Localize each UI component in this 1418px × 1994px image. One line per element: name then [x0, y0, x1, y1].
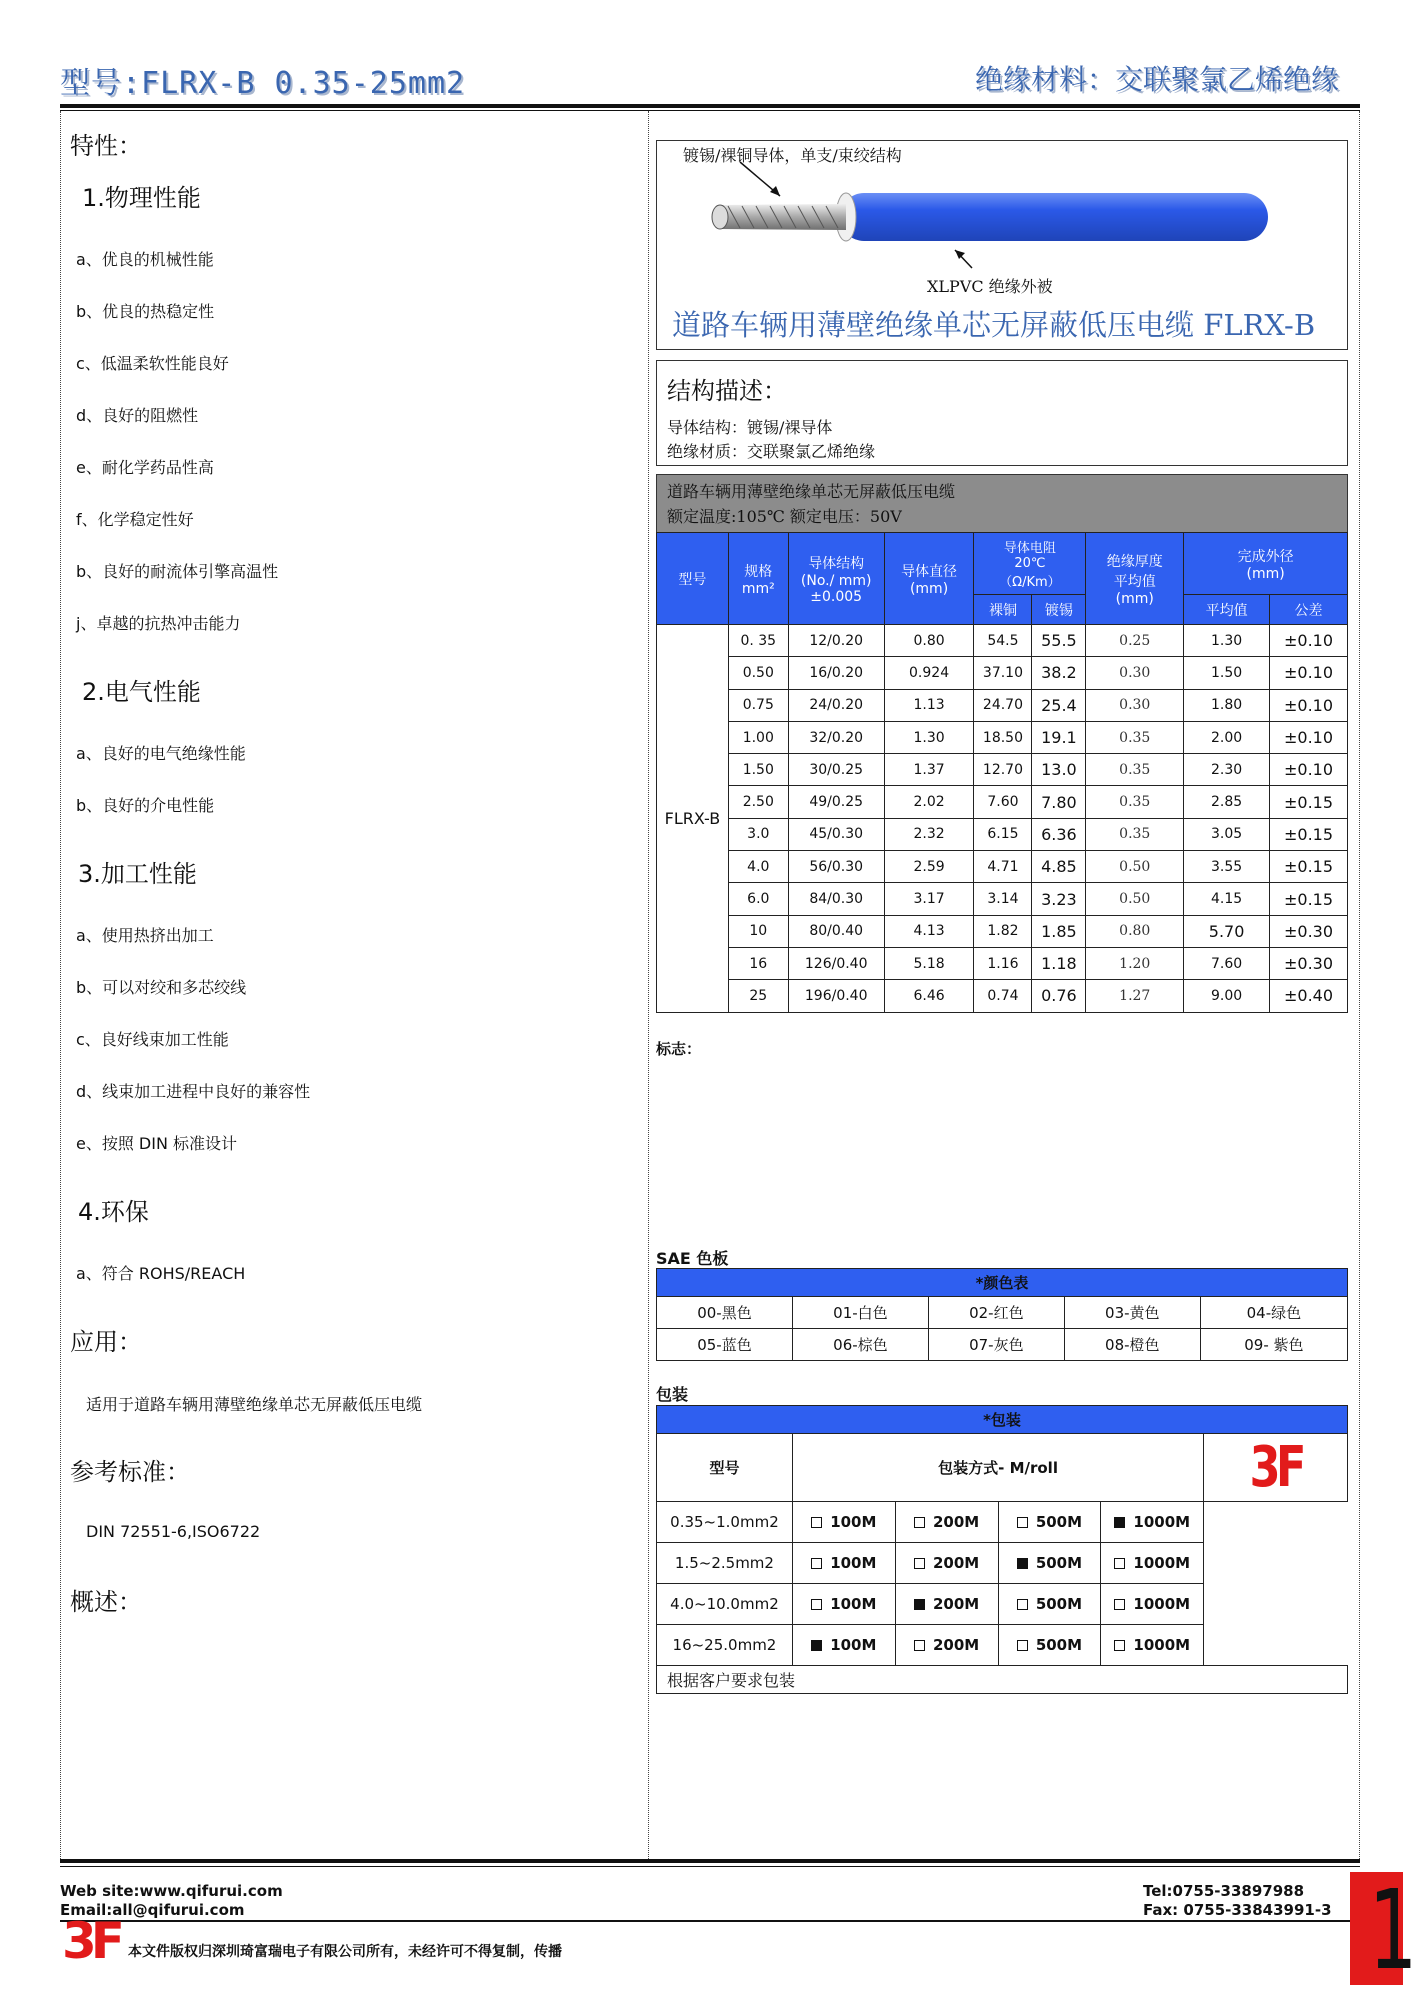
table-cell: 0. 35	[728, 625, 788, 657]
table-cell: 1.85	[1032, 915, 1086, 947]
table-cell: 2.85	[1184, 786, 1270, 818]
table-cell: ±0.15	[1270, 818, 1348, 850]
table-cell: 19.1	[1032, 721, 1086, 753]
list-item: d、线束加工进程中良好的兼容性	[76, 1082, 311, 1101]
table-cell: 45/0.30	[788, 818, 884, 850]
structure-title: 结构描述：	[667, 377, 787, 405]
table-cell: 1.80	[1184, 689, 1270, 721]
table-cell: 0.80	[1086, 915, 1184, 947]
color-cell: 02-红色	[928, 1297, 1064, 1329]
table-cell: 126/0.40	[788, 947, 884, 979]
table-cell: ±0.10	[1270, 625, 1348, 657]
packaging-option-label: 200M	[933, 1636, 980, 1654]
table-cell: 13.0	[1032, 754, 1086, 786]
table-cell: 0.50	[1086, 883, 1184, 915]
col-model: 型号	[657, 533, 729, 625]
table-cell: 1.16	[974, 947, 1032, 979]
structure-insulation: 绝缘材质：交联聚氯乙烯绝缘	[667, 442, 876, 461]
packaging-option-label: 1000M	[1133, 1513, 1191, 1531]
list-item: e、耐化学药品性高	[76, 458, 214, 477]
insulation-label: XLPVC 绝缘外被	[927, 277, 1053, 296]
table-row	[657, 980, 1348, 1012]
spec-band-line1: 道路车辆用薄壁绝缘单芯无屏蔽低压电缆	[667, 482, 956, 501]
col-tol: 公差	[1270, 595, 1348, 625]
table-cell: 0.80	[884, 625, 974, 657]
list-item: b、良好的介电性能	[76, 796, 215, 815]
table-cell: 3.0	[728, 818, 788, 850]
table-row	[657, 851, 1348, 883]
table-cell: 2.02	[884, 786, 974, 818]
list-item: a、使用热挤出加工	[76, 926, 214, 945]
table-cell: 9.00	[1184, 980, 1270, 1012]
table-cell: ±0.15	[1270, 883, 1348, 915]
table-row	[657, 1543, 1348, 1584]
table-cell: 0.35	[1086, 754, 1184, 786]
checked-box-icon	[811, 1640, 822, 1651]
checked-box-icon	[1114, 1517, 1125, 1528]
table-cell: 2.00	[1184, 721, 1270, 753]
packaging-option	[1101, 1625, 1204, 1666]
table-cell: 55.5	[1032, 625, 1086, 657]
table-cell: 16/0.20	[788, 657, 884, 689]
table-cell: 1.00	[728, 721, 788, 753]
spec-band	[656, 474, 1348, 534]
table-cell: 2.59	[884, 851, 974, 883]
unchecked-box-icon	[811, 1517, 822, 1528]
table-cell: ±0.15	[1270, 851, 1348, 883]
color-cell: 05-蓝色	[657, 1329, 793, 1361]
col-od: 完成外径 (mm)	[1184, 533, 1348, 595]
table-cell: 3.23	[1032, 883, 1086, 915]
table-cell: 1.30	[884, 721, 974, 753]
table-cell: 0.74	[974, 980, 1032, 1012]
table-cell: ±0.40	[1270, 980, 1348, 1012]
packaging-title: 包装	[656, 1385, 689, 1404]
table-cell: 30/0.25	[788, 754, 884, 786]
color-cell: 04-绿色	[1200, 1297, 1347, 1329]
packaging-logo-cell	[1204, 1434, 1348, 1502]
packaging-model: 0.35~1.0mm2	[657, 1502, 793, 1543]
packaging-option	[1101, 1502, 1204, 1543]
list-item: c、良好线束加工性能	[76, 1030, 229, 1049]
color-cell: 06-棕色	[792, 1329, 928, 1361]
checked-box-icon	[914, 1599, 925, 1610]
list-item: c、低温柔软性能良好	[76, 354, 229, 373]
table-cell: 25.4	[1032, 689, 1086, 721]
table-cell: 37.10	[974, 657, 1032, 689]
table-cell: 1.30	[1184, 625, 1270, 657]
table-row	[657, 721, 1348, 753]
packaging-table	[656, 1405, 1348, 1694]
table-cell: 1.13	[884, 689, 974, 721]
packaging-option	[895, 1502, 998, 1543]
unchecked-box-icon	[914, 1558, 925, 1569]
unchecked-box-icon	[914, 1517, 925, 1528]
list-item: a、符合 ROHS/REACH	[76, 1264, 246, 1283]
table-cell: 4.71	[974, 851, 1032, 883]
table-row	[657, 883, 1348, 915]
col-bare: 裸铜	[974, 595, 1032, 625]
list-item: j、卓越的抗热冲击能力	[76, 614, 241, 633]
packaging-option	[895, 1625, 998, 1666]
table-row	[657, 689, 1348, 721]
model-cell: FLRX-B	[657, 625, 729, 1013]
table-cell: 196/0.40	[788, 980, 884, 1012]
table-cell: 3.55	[1184, 851, 1270, 883]
packaging-bar: *包装	[657, 1406, 1348, 1434]
unchecked-box-icon	[1017, 1517, 1028, 1528]
packaging-col-model: 型号	[657, 1434, 793, 1502]
col-tinned: 镀锡	[1032, 595, 1086, 625]
table-cell: 25	[728, 980, 788, 1012]
packaging-option	[998, 1584, 1101, 1625]
table-cell: 24.70	[974, 689, 1032, 721]
col-size: 规格 mm²	[728, 533, 788, 625]
table-cell: ±0.10	[1270, 689, 1348, 721]
table-cell: ±0.15	[1270, 786, 1348, 818]
color-cell: 07-灰色	[928, 1329, 1064, 1361]
footer-logo: 3F	[62, 1912, 119, 1970]
table-cell: 1.20	[1086, 947, 1184, 979]
table-cell: 18.50	[974, 721, 1032, 753]
table-row	[657, 625, 1348, 657]
table-row	[657, 657, 1348, 689]
footer-rule	[60, 1859, 1360, 1863]
table-cell: 6.46	[884, 980, 974, 1012]
table-cell: 12.70	[974, 754, 1032, 786]
cable-drawing	[700, 160, 1300, 280]
table-cell: 0.50	[728, 657, 788, 689]
list-item: a、良好的电气绝缘性能	[76, 744, 246, 763]
table-cell: 0.25	[1086, 625, 1184, 657]
color-cell: 01-白色	[792, 1297, 928, 1329]
page-number-box	[1350, 1866, 1418, 1994]
unchecked-box-icon	[914, 1640, 925, 1651]
header-rule	[60, 104, 1360, 108]
table-cell: 3.17	[884, 883, 974, 915]
packaging-option-label: 100M	[830, 1554, 877, 1572]
packaging-option-label: 500M	[1035, 1554, 1083, 1572]
packaging-option-label: 1000M	[1133, 1636, 1191, 1654]
packaging-option-label: 1000M	[1133, 1554, 1191, 1572]
packaging-option	[895, 1543, 998, 1584]
col-diameter: 导体直径 (mm)	[884, 533, 974, 625]
footer-website: Web site:www.qifurui.com	[60, 1882, 283, 1900]
table-cell: 12/0.20	[788, 625, 884, 657]
footer-fax: Fax: 0755-33843991-3	[1143, 1901, 1332, 1919]
list-item: b、可以对绞和多芯绞线	[76, 978, 247, 997]
conductor-label: 镀锡/裸铜导体，单支/束绞结构	[683, 146, 902, 165]
packaging-option	[792, 1502, 895, 1543]
table-cell: 49/0.25	[788, 786, 884, 818]
standard-title: 参考标准：	[70, 1458, 190, 1486]
list-item: d、良好的阻燃性	[76, 406, 199, 425]
color-cell: 00-黑色	[657, 1297, 793, 1329]
footer-copyright: 本文件版权归深圳琦富瑞电子有限公司所有，未经许可不得复制，传播	[128, 1944, 562, 1960]
structure-box	[656, 360, 1348, 466]
section-electrical-title: 2.电气性能	[82, 678, 201, 706]
packaging-option	[998, 1543, 1101, 1584]
packaging-note: 根据客户要求包装	[657, 1666, 1348, 1694]
color-cell: 08-橙色	[1064, 1329, 1200, 1361]
table-cell: 4.0	[728, 851, 788, 883]
table-cell: 1.18	[1032, 947, 1086, 979]
table-cell: ±0.10	[1270, 721, 1348, 753]
table-row	[657, 786, 1348, 818]
cable-jacket	[840, 193, 1268, 241]
footer-rule-thin	[60, 1866, 1360, 1867]
packaging-option-label: 200M	[933, 1513, 980, 1531]
table-cell: 1.50	[1184, 657, 1270, 689]
col-avg: 平均值	[1184, 595, 1270, 625]
packaging-option-label: 100M	[830, 1513, 877, 1531]
list-item: b、优良的热稳定性	[76, 302, 215, 321]
insulation-heading: 绝缘材料：交联聚氯乙烯绝缘	[974, 63, 1339, 96]
packaging-option-label: 100M	[830, 1595, 877, 1613]
table-cell: 0.30	[1086, 689, 1184, 721]
table-cell: 3.14	[974, 883, 1032, 915]
packaging-option-label: 100M	[830, 1636, 877, 1654]
packaging-option	[792, 1584, 895, 1625]
features-title: 特性：	[70, 132, 142, 160]
table-cell: 6.0	[728, 883, 788, 915]
packaging-option-label: 200M	[933, 1595, 980, 1613]
table-row	[657, 1584, 1348, 1625]
table-cell: 38.2	[1032, 657, 1086, 689]
table-cell: 7.60	[974, 786, 1032, 818]
table-cell: ±0.10	[1270, 754, 1348, 786]
table-cell: 2.50	[728, 786, 788, 818]
packaging-col-method: 包装方式- M/roll	[792, 1434, 1203, 1502]
table-cell: 24/0.20	[788, 689, 884, 721]
table-cell: 0.30	[1086, 657, 1184, 689]
packaging-option	[895, 1584, 998, 1625]
table-cell: 4.15	[1184, 883, 1270, 915]
list-item: b、良好的耐流体引擎高温性	[76, 562, 279, 581]
section-environment-title: 4.环保	[78, 1198, 149, 1226]
table-cell: 2.32	[884, 818, 974, 850]
packaging-model: 4.0~10.0mm2	[657, 1584, 793, 1625]
standard-text: DIN 72551-6,ISO6722	[86, 1522, 261, 1541]
packaging-option	[1101, 1584, 1204, 1625]
table-cell: 0.76	[1032, 980, 1086, 1012]
table-cell: 7.60	[1184, 947, 1270, 979]
table-cell: 1.82	[974, 915, 1032, 947]
footer-tel: Tel:0755-33897988	[1143, 1882, 1305, 1900]
table-cell: ±0.30	[1270, 915, 1348, 947]
list-item: a、优良的机械性能	[76, 250, 214, 269]
list-item: e、按照 DIN 标准设计	[76, 1134, 238, 1153]
table-cell: 5.70	[1184, 915, 1270, 947]
table-cell: 0.50	[1086, 851, 1184, 883]
packaging-option	[792, 1625, 895, 1666]
checked-box-icon	[1017, 1558, 1028, 1569]
unchecked-box-icon	[811, 1599, 822, 1610]
unchecked-box-icon	[1114, 1599, 1125, 1610]
section-physical-title: 1.物理性能	[82, 184, 201, 212]
table-cell: 1.50	[728, 754, 788, 786]
footer-email: Email:all@qifurui.com	[60, 1901, 245, 1919]
color-cell: 03-黄色	[1064, 1297, 1200, 1329]
application-title: 应用：	[70, 1328, 142, 1356]
mark-label: 标志：	[656, 1040, 702, 1058]
color-table	[656, 1268, 1348, 1361]
unchecked-box-icon	[811, 1558, 822, 1569]
table-cell: ±0.30	[1270, 947, 1348, 979]
table-cell: 1.37	[884, 754, 974, 786]
col-structure: 导体结构 (No./ mm) ±0.005	[788, 533, 884, 625]
packaging-model: 1.5~2.5mm2	[657, 1543, 793, 1584]
packaging-option	[998, 1625, 1101, 1666]
brand-logo: 3F	[1249, 1435, 1302, 1500]
packaging-option-label: 500M	[1035, 1636, 1083, 1654]
packaging-option-label: 1000M	[1133, 1595, 1191, 1613]
page-number: 1	[1368, 1866, 1418, 1994]
table-cell: 4.13	[884, 915, 974, 947]
table-cell: 16	[728, 947, 788, 979]
sae-title: SAE 色板	[656, 1249, 729, 1268]
spec-band-line2: 额定温度:105℃ 额定电压：50V	[667, 507, 902, 526]
table-cell: 7.80	[1032, 786, 1086, 818]
packaging-option-label: 500M	[1035, 1595, 1083, 1613]
overview-title: 概述：	[70, 1588, 142, 1616]
column-divider	[648, 111, 649, 1859]
model-heading: 型号:FLRX-B 0.35-25mm2	[60, 66, 466, 101]
unchecked-box-icon	[1017, 1599, 1028, 1610]
packaging-option-label: 500M	[1035, 1513, 1083, 1531]
table-cell: 0.35	[1086, 818, 1184, 850]
table-cell: 4.85	[1032, 851, 1086, 883]
table-cell: 0.75	[728, 689, 788, 721]
table-cell: 0.35	[1086, 721, 1184, 753]
table-cell: 6.36	[1032, 818, 1086, 850]
packaging-option	[1101, 1543, 1204, 1584]
table-cell: 32/0.20	[788, 721, 884, 753]
section-processing-title: 3.加工性能	[78, 860, 197, 888]
col-thickness: 绝缘厚度 平均值 (mm)	[1086, 533, 1184, 625]
cable-title: 道路车辆用薄壁绝缘单芯无屏蔽低压电缆 FLRX-B	[672, 308, 1316, 342]
color-cell: 09- 紫色	[1200, 1329, 1347, 1361]
table-cell: 80/0.40	[788, 915, 884, 947]
table-cell: ±0.10	[1270, 657, 1348, 689]
packaging-option	[998, 1502, 1101, 1543]
application-text: 适用于道路车辆用薄壁绝缘单芯无屏蔽低压电缆	[86, 1395, 423, 1414]
table-cell: 54.5	[974, 625, 1032, 657]
table-cell: 0.35	[1086, 786, 1184, 818]
col-resistance: 导体电阻 20℃ （Ω/Km）	[974, 533, 1086, 595]
color-table-bar: *颜色表	[657, 1269, 1348, 1297]
packaging-model: 16~25.0mm2	[657, 1625, 793, 1666]
table-row	[657, 1502, 1348, 1543]
table-row	[657, 915, 1348, 947]
list-item: f、化学稳定性好	[76, 510, 194, 529]
table-cell: 6.15	[974, 818, 1032, 850]
table-cell: 2.30	[1184, 754, 1270, 786]
table-cell: 3.05	[1184, 818, 1270, 850]
table-row	[657, 1625, 1348, 1666]
table-row	[657, 818, 1348, 850]
packaging-option-label: 200M	[933, 1554, 980, 1572]
spec-table	[656, 532, 1348, 1013]
packaging-option	[792, 1543, 895, 1584]
footer-bottom-rule	[60, 1920, 1360, 1922]
unchecked-box-icon	[1114, 1640, 1125, 1651]
structure-conductor: 导体结构：镀锡/裸导体	[667, 418, 833, 437]
table-cell: 10	[728, 915, 788, 947]
table-cell: 56/0.30	[788, 851, 884, 883]
table-cell: 5.18	[884, 947, 974, 979]
table-cell: 1.27	[1086, 980, 1184, 1012]
table-row	[657, 754, 1348, 786]
unchecked-box-icon	[1017, 1640, 1028, 1651]
table-row	[657, 947, 1348, 979]
table-cell: 0.924	[884, 657, 974, 689]
unchecked-box-icon	[1114, 1558, 1125, 1569]
table-cell: 84/0.30	[788, 883, 884, 915]
